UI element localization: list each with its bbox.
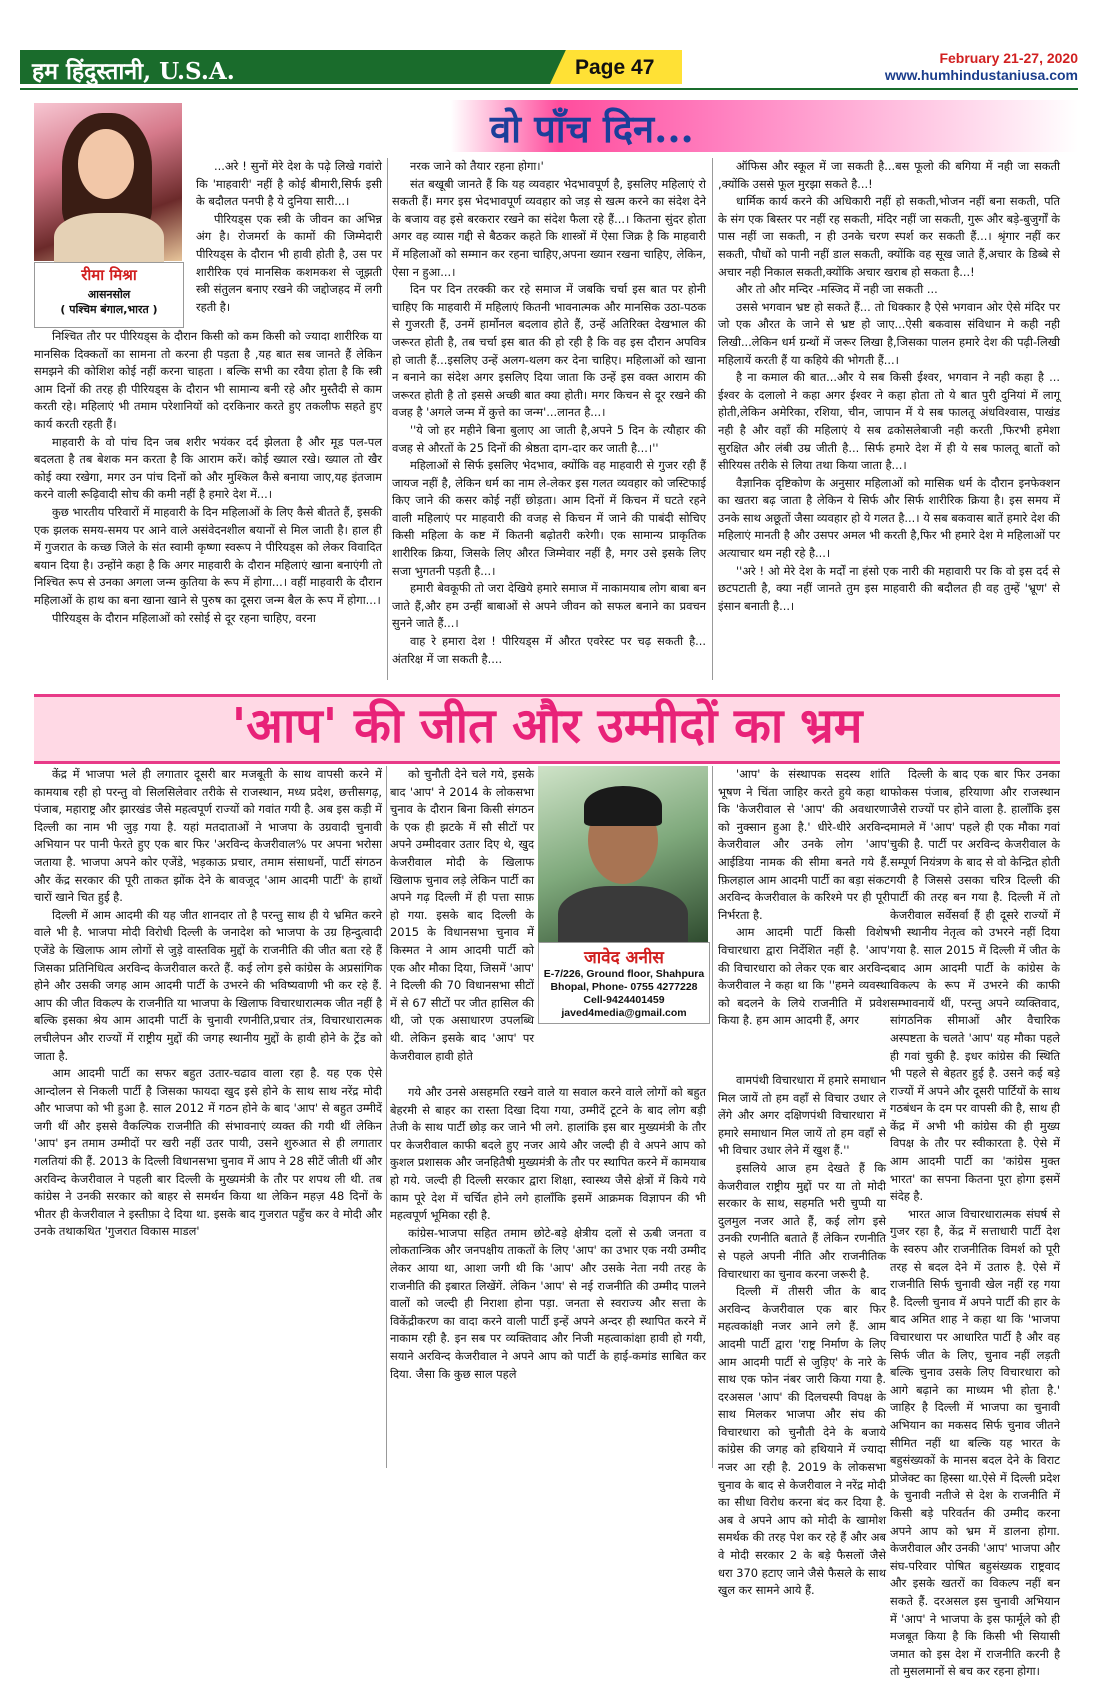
paragraph: ऑफिस और स्कूल में जा सकती है...बस फूलो की बगिया में नही जा सकती ,क्योंकि उससे फूल मुरझा सकते है...!: [718, 159, 1060, 191]
author2-cell: Cell-9424401459: [583, 994, 665, 1006]
paragraph: महिलाओं से सिर्फ इसलिए भेदभाव, क्योंकि वह माहवारी से गुजर रही हैं जायज नहीं है, लेकिन धर्म का नाम ले-लेकर इस गलत व्यवहार को जस्टिफाई किए जाने की कसर कोई नहीं छोड़ता। आम दिनों में किचन में घटते रहने वाली महिलाएं पर माहवारी की वजह से किचन में जाने की पाबंदी सोचिए किसी महिला के कष्ट में कितनी बढ़ोतरी करेगी। एक सामान्य प्राकृतिक शारीरिक क्रिया, जिसके लिए औरत जिम्मेवार नहीं है, मगर उसे इसके लिए सजा भुगतनी पड़ती है...।: [392, 458, 706, 578]
paragraph: वाह रे हमारा देश ! पीरियड्स में औरत एवरेस्ट पर चढ़ सकती है... अंतरिक्ष में जा सकती है....: [392, 634, 706, 666]
paragraph: धार्मिक कार्य करने की अधिकारी नहीं हो सकती,भोजन नहीं बना सकती, पति के संग एक बिस्तर पर नहीं रह सकती, मंदिर नहीं जा सकती, गुरू और बड़े-बुजुर्गों के पास नहीं जा सकती, न ही उनके चरण स्पर्श कर सकती हैं...। श्रृंगार नहीं कर सकती, पौधों को पानी नहीं डाल सकती, क्योंकि वह सूख जाते हैं,अचार के डिब्बे से अचार नही निकाल सकती,क्योंकि अचार खराब हो सकता है...!: [718, 194, 1060, 279]
paragraph: उससे भगवान भ्रष्ट हो सकते हैं... तो धिक्कार है ऐसे भगवान ओर ऐसे मंदिर पर जो एक औरत के जाने से भ्रष्ट हो जाए...ऐसी बकवास संविधान मे कही नही लिखी...लेकिन धर्म ग्रन्थों में जरूर लिखा है,जिसका पालन हमारे देश की पढ़ी-लिखी महिलायें करती हैं या कहिये की भोगती हैं...।: [718, 299, 1060, 367]
paragraph: दिल्ली के बाद एक बार फिर उनका फोकस पंजाब, हरियाणा और राजस्थान जैसे राज्यों पर होने वाला है. हालाँकि इस मामले में 'आप' पहले ही एक मौका गवां चुकी है. पार्टी पर अरविन्द केजरीवाल के सम्पूर्ण नियंत्रण के बाद से वो केन्द्रित होती गयी है जिससे उसका चरित्र दिल्ली की पार्टी की तरह बन गया है. दिल्ली में तो केजरीवाल सर्वेसर्वा हैं ही दूसरे राज्यों में भी स्थानीय नेतृत्व को उभरने नहीं दिया गया है. साल 2015 में दिल्ली में जीत के बाद आम आदमी पार्टी के कांग्रेस के विकल्प के रूप में उभरने की काफी सम्भावनायें थीं, परन्तु अपने व्यक्तिवाद, सांगठनिक सीमाओं और वैचारिक अस्पष्टता के चलते 'आप' यह मौका पहले ही गवां चुकी है. इधर कांग्रेस की स्थिति भी पहले से बेहतर हुई है. उसने कई बड़े राज्यों में अपने और दूसरी पार्टियों के साथ गठबंधन के दम पर वापसी की है, साथ ही केंद्र में अभी भी कांग्रेस की ही मुख्य विपक्ष के तौर पर स्वीकारता है. ऐसे में आम आदमी पार्टी का 'कांग्रेस मुक्त भारत' का सपना कितना पूरा होगा इसमें संदेह है.: [890, 767, 1060, 1204]
article2-title: 'आप' की जीत और उम्मीदों का भ्रम: [231, 698, 863, 754]
column-divider: [387, 158, 388, 680]
article1-column-1a: [196, 158, 382, 326]
paragraph: दिल्ली में आम आदमी की यह जीत शानदार तो है परन्तु साथ ही ये भ्रमित करने वाले भी है. भाजपा मोदी विरोधी दिल्ली के जनादेश को भाजपा के उग्र हिन्दुत्वादी एजेंडे के खिलाफ आम लोगों से जुड़े वास्तविक मुद्दों के राजनीति की जीत बता रहे हैं जिसका प्रतिनिधित्व अरविन्द केजरीवाल करते हैं. कई लोग इसे कांग्रेस के अप्रसांगिक होने और उसकी जगह आम आदमी पार्टी के उभरने की भविष्यवाणी भी कर रहे हैं. आप की जीत विकल्प के राजनीति या भाजपा के खिलाफ विचारधारात्मक जीत नहीं है बल्कि इसका श्रेय आम आदमी पार्टी के चुनावी रणनीति,प्रचार तंत्र, विचारधारात्मक लचीलेपन और राज्यों में राष्ट्रीय मुद्दों की जगह स्थानीय मुद्दों के हावी होने के ट्रेंड को जाता है.: [34, 907, 382, 1063]
paragraph: कुछ भारतीय परिवारों में माहवारी के दिन महिलाओं के लिए कैसे बीतते हैं, इसकी एक झलक समय-समय पर आने वाले असंवेदनशील बयानों से मिल जाती है। हाल ही में गुजरात के कच्छ जिले के संत स्वामी कृष्णा स्वरूप ने पीरियड्स को लेकर विवादित बयान दिया है। उन्होंने कहा है कि अगर माहवारी के दौरान महिलाएं खाना बनाएंगी तो निश्चित रूप से उनका अगला जन्म कुतिया के रूप में होगा...। वहीं माहवारी के दौरान महिलाओं के हाथ का बना खाना खाने से पुरुष का दूसरा जन्म बैल के रूप में होगा...।: [34, 504, 382, 607]
author2-photo-hair: [584, 786, 662, 826]
paragraph: है ना कमाल की बात...और ये सब किसी ईश्वर, भगवान ने नही कहा है ... ईश्वर के दलालो ने कहा अगर ईश्वर ने कहा होता तो ये बात पुरी दुनियां में लागू होती,लेकिन अमेरिका, रशिया, चीन, जापान में ये सब फालतू अंधविश्वास, पाखंड नही है और वहाँ की महिलाएं ये सब ढकोसलेबाजी नही करती ,फिरभी हमेशा सुरक्षित और लंबी उम्र जीती है... सिर्फ हमारे देश में ही ये सब फालतू बातों को सीरियस तरीके से लिया तथा किया जाता है...।: [718, 370, 1060, 473]
header-rule: [20, 88, 1078, 90]
author1-state: ( पश्चिम बंगाल,भारत ): [60, 303, 158, 316]
paragraph: को चुनौती देने चले गये, इसके बाद 'आप' ने 2014 के लोकसभा चुनाव के दौरान बिना किसी संगठन के एक ही झटके में सौ सीटों पर अपने उम्मीदवार उतार दिए थे, खुद केजरीवाल मोदी के खिलाफ खिलाफ चुनाव लड़े लेकिन पार्टी का अपने गढ़ दिल्ली में ही पत्ता साफ़ हो गया. इसके बाद दिल्ली के 2015 के विधानसभा चुनाव में किस्मत ने आम आदमी पार्टी को एक और मौका दिया, जिसमें 'आप' ने दिल्ली की 70 विधानसभा सीटों में से 67 सीटों पर जीत हासिल की थी, जो एक असाधारण उपलब्धि थी. लेकिन इसके बाद 'आप' पर केजरीवाल हावी होते: [390, 767, 534, 1063]
page-header: [20, 50, 1078, 86]
article2-column-4: [890, 766, 1061, 1679]
column-divider: [386, 766, 387, 1468]
paragraph: गये और उनसे असहमति रखने वाले या सवाल करने वाले लोगों को बहुत बेहरमी से बाहर का रास्ता दिखा दिया गया, उम्मीदें टूटने के बाद लोग बड़ी तेजी के साथ पार्टी छोड़ कर जाने भी लगे. हालांकि इस बार मुख्यमंत्री के तौर पर केजरीवाल काफी बदले हुए नजर आये और जल्दी ही वे अपने आप को कुशल प्रशासक और जनहितैषी मुख्यमंत्री के तौर पर स्थापित करने में कामयाब हो गये. जल्दी ही दिल्ली सरकार द्वारा शिक्षा, स्वास्थ्य जैसे क्षेत्रों में किये गये काम पूरे देश में चर्चित होने लगे हालाँकि इसमें आक्रमक विज्ञापन की भी महत्वपूर्ण भूमिका रही है.: [390, 1085, 706, 1223]
paragraph: माहवारी के वो पांच दिन जब शरीर भयंकर दर्द झेलता है और मूड पल-पल बदलता है तब बेशक मन करता है कि आराम करें। कोई ख्याल रखे। ख्याल तो खैर कोई क्या रखेगा, मगर उन पांच दिनों को और मुश्किल कैसे बनाया जाए,यह इंतजाम करने वाली रूढ़िवादी सोच की कमी नहीं है हमारे देश में...।: [34, 434, 382, 502]
article2-column-2b: [390, 1084, 706, 1470]
paragraph: निश्चित तौर पर पीरियड्स के दौरान किसी को कम किसी को ज्यादा शारीरिक या मानसिक दिक्कतों का सामना तो करना ही पड़ता है ,यह बात सब जानते हैं लेकिन समझने की कोशिश कोई नहीं करना चाहता । बल्कि सभी का रवैया होता है कि स्त्री आम दिनों की तरह ही पीरियड्स के दौरान भी सामान्य बनी रहे और मुस्तैदी से काम करती रहे। महिलाएं भी तमाम परेशानियों को दरकिनार करते हुए तकलीफ सहते हुए कार्य करती रहती हैं।: [34, 329, 382, 431]
paragraph: भारत आज विचारधारात्मक संघर्ष से गुजर रहा है, केंद्र में सत्ताधारी पार्टी देश के स्वरुप और राजनीतिक विमर्श को पूरी तरह से बदल देने में उतारु है. ऐसे में राजनीति सिर्फ चुनावी खेल नहीं रह गया है. दिल्ली चुनाव में अपने पार्टी की हार के बाद अमित शाह ने कहा था कि 'भाजपा विचारधारा पर आधारित पार्टी है और वह सिर्फ जीत के लिए, चुनाव नहीं लड़ती बल्कि चुनाव उसके लिए विचारधारा को आगे बढ़ाने का माध्यम भी होता है.' जाहिर है दिल्ली में भाजपा का चुनावी अभियान का मकसद सिर्फ चुनाव जीतने सीमित नहीं था बल्कि यह भारत के बहुसंख्यकों के मानस बदल देने के विराट प्रोजेक्ट का हिस्सा था.ऐसे में दिल्ली प्रदेश के चुनावी नतीजे से देश के राजनीति में किसी बड़े परिवर्तन की उम्मीद करना अपने आप को भ्रम में डालना होगा. केजरीवाल और उनकी 'आप' भाजपा और संघ-परिवार पोषित बहुसंख्यक राष्ट्रवाद और इसके खतरों का विकल्प नहीं बन सकते हैं. दरअसल इस चुनावी अभियान में 'आप' ने भाजपा के इस फार्मूले को ही मजबूत किया है कि किसी भी सियासी जमात को इस देश में राजनीति करनी है तो मुसलमानों से बच कर रहना होगा।: [890, 1206, 1061, 1679]
paragraph: कांग्रेस-भाजपा सहित तमाम छोटे-बड़े क्षेत्रीय दलों से ऊबी जनता व लोकतान्त्रिक और जनपक्षीय ताकतों के लिए 'आप' का उभार एक नयी उम्मीद लेकर आया था, आशा जगी थी कि 'आप' और उसके नेता नयी तरह के राजनीति की इबारत लिखेंगें. लेकिन 'आप' से नई राजनीति की उम्मीद पालने वालों को जल्दी ही निराशा होना पड़ा. जनता से स्वराज्य और सत्ता के विकेंद्रीकरण का वादा करने वाली पार्टी इन्हें अपने अन्दर ही स्थापित करने में नाकाम रही है. इन सब पर व्यक्तिवाद और निजी महत्वाकांक्षा हावी हो गयी, सयाने अरविन्द केजरीवाल ने अपने आप को पार्टी के हाई-कमांड साबित कर दिया. जैसा कि कुछ साल पहले: [390, 1225, 706, 1381]
article1-column-1b: [34, 328, 382, 680]
quote: ''ये जो हर महीने बिना बुलाए आ जाती है,अपने 5 दिन के त्यौहार की वजह से औरतों के 25 दिनों की श्रेष्ठता दाग-दार कर जाती है...।'': [392, 422, 706, 455]
article2-column-3a: [718, 766, 890, 1072]
paragraph: हमारी बेवकूफी तो जरा देखिये हमारे समाज में नाकामयाब लोग बाबा बन जाते हैं,और हम उन्हीं बाबाओं से अपने जीवन को सफल बनाने का प्रवचन सुनने जाते हैं...।: [392, 581, 706, 631]
column-divider: [712, 766, 713, 1468]
author2-byline: [538, 942, 710, 1024]
paragraph: केंद्र में भाजपा भले ही लगातार दूसरी बार मजबूती के साथ वापसी करने में कामयाब रही हो परन्तु वो सिलसिलेवार तरीके से राजस्थान, मध्य प्रदेश, छत्तीसगढ़, पंजाब, महाराष्ट्र और झारखंड जैसे महत्वपूर्ण राज्यों को गवांत गयी है. अब इस कड़ी में दिल्ली का नाम भी जुड़ गया है. यहां मतदाताओं ने भाजपा के उग्रवादी चुनावी अभियान पर पानी फेरते हुए एक बार फिर 'अरविन्द केजरीवाल% पर अपना भरोसा जताया है. भाजपा अपने कोर एजेंडे, भड़काऊ प्रचार, तमाम संसाधनों, पार्टी संगठन और केंद्र सरकार की पूरी ताकत झोंक देने के बावजूद 'आम आदमी पार्टी' के हाथों चारों खाने चित हुई है.: [34, 767, 382, 905]
website-link[interactable]: www.humhindustaniusa.com: [884, 67, 1078, 83]
article1-column-2: [392, 158, 706, 680]
article2-column-3b: [718, 1072, 886, 1598]
page-number: Page 47: [575, 56, 655, 79]
paragraph: दिन पर दिन तरक्की कर रहे समाज में जबकि चर्चा इस बात पर होनी चाहिए कि माहवारी में महिलाएं कितनी भावनात्मक और मानसिक उठा-पठक से गुजरती हैं, उनमें हार्मोनल बदलाव होते हैं, उन्हें अतिरिक्त देखभाल की जरूरत होती है, तब चर्चा इस बात की हो रही है कि वह इस दौरान अपवित्र हो जाती हैं...इसलिए उन्हें अलग-थलग कर देना चाहिए। महिलाओं को खाना न बनाने का संदेश अगर इसलिए दिया जाता कि उन्हें इस वक्त आराम की जरूरत होती है तो इससे अच्छी बात क्या होती। मगर किचन से दूर रखने की वजह है 'अगले जन्म में कुत्ते का जन्म'...लानत है...।: [392, 282, 706, 420]
author1-photo-face: [78, 129, 134, 199]
paragraph: पीरियड्स एक स्त्री के जीवन का अभिन्न अंग है। रोजमर्रा के कामों की जिम्मेदारी पीरियड्स के दौरान भी हावी होती है, उस पर शारीरिक एवं मानसिक कशमकश से जूझती स्त्री संतुलन बनाए रखने की जद्दोजहद में लगी रहती है।: [196, 211, 382, 314]
author1-name: रीमा मिश्रा: [81, 266, 137, 284]
article1-column-3: [718, 158, 1060, 680]
paragraph: इसलिये आज हम देखते हैं कि केजरीवाल राष्ट्रीय मुद्दों पर या तो मोदी सरकार के साथ, सहमति भरी चुप्पी या दुलमुल नजर आते हैं, कई लोग इसे उनकी रणनीति बताते हैं लेकिन रणनीति से पहले अपनी नीति और राजनीतिक विचारधारा का चुनाव करना जरूरी है.: [718, 1160, 886, 1281]
author2-name: जावेद अनीस: [584, 948, 664, 968]
quote: ''अरे ! ओ मेरे देश के मर्दों ना हंसो एक नारी की महावारी पर कि वो इस दर्द से छटपटाती है, क्या नहीं जानते तुम इस माहवारी की बदौलत ही वह तुम्हें 'भ्रूण' से इंसान बनाती है...।: [718, 563, 1060, 613]
column-divider: [712, 158, 713, 680]
paragraph: नरक जाने को तैयार रहना होगा।': [410, 159, 544, 173]
author2-email[interactable]: javed4media@gmail.com: [561, 1007, 687, 1019]
paragraph: वामपंथी विचारधारा में हमारे समाधान मिल जायें तो हम वहाँ से विचार उधार ले लेंगे और अगर दक्षिणपंथी विचारधारा में हमारे समाधान मिल जायें तो हम वहाँ से भी विचार उधार लेने में खुश हैं.'': [718, 1073, 886, 1158]
paragraph: वैज्ञानिक दृष्टिकोण के अनुसार महिलाओं को मासिक धर्म के दौरान इनफेक्शन का खतरा बढ़ जाता है लेकिन ये सिर्फ और सिर्फ शारीरिक क्रिया है। इस समय में उनके साथ अछूतों जैसा व्यवहार हो ये गलत है...। ये सब बकवास बातें हमारे देश की महिलाएं मानती है और उसपर अमल भी करती है,फिर भी हमारे देश मे महिलाओं पर अत्याचार थम नही रहे है...।: [718, 475, 1060, 561]
article2-column-1: [34, 766, 382, 1468]
author2-address: E-7/226, Ground floor, Shahpura: [543, 968, 705, 980]
author1-byline: [34, 262, 184, 328]
paragraph: आम आदमी पार्टी का सफर बहुत उतार-चढाव वाला रहा है. यह एक ऐसे आन्दोलन से निकली पार्टी है जिसका फायदा खुद इसे होने के साथ साथ नरेंद्र मोदी और भाजपा को भी हुआ है. साल 2012 में गठन होने के बाद 'आप' से बहुत उम्मीदें जगी थीं और इससे वैकल्पिक राजनीति की संभावनाएं व्यक्त की गयी थीं लेकिन 'आप' इन तमाम उम्मीदों पर खरी नहीं उतर पायी, उसने शुरुआत से ही लगातार गलतियां की हैं. 2013 के दिल्ली विधानसभा चुनाव में आप ने 28 सीटें जीती थीं और अरविन्द केजरीवाल ने पहली बार दिल्ली के मुख्यमंत्री के तौर पर शपथ ली थी. तब कांग्रेस ने उनकी सरकार को बाहर से समर्थन किया था लेकिन महज़ 48 दिनों के भीतर ही केजरीवाल ने इस्तीफ़ा दे दिया था. इसके बाद गुजरात पहुँच कर वे मोदी और उनके तथाकथित 'गुजरात विकास माडल': [34, 1066, 382, 1239]
article2-column-2a: [390, 766, 534, 1084]
paragraph: और तो और मन्दिर -मस्जिद में नही जा सकती ...: [736, 282, 938, 297]
author1-photo: [34, 103, 182, 261]
article1-title: वो पाँच दिन...: [490, 106, 694, 151]
masthead-title: हम हिंदुस्तानी, U.S.A.: [32, 58, 235, 85]
paragraph: आम आदमी पार्टी किसी विशेष विचारधारा द्वारा निर्देशित नहीं है. 'आप' की विचारधारा को लेकर एक बार अरविन्द केजरीवाल ने कहा था कि ''हमने व्यवस्था को बदलने के लिये राजनीति में प्रवेश किया है. हम आम आदमी हैं, अगर: [718, 925, 890, 1028]
paragraph: ...अरे ! सुनों मेरे देश के पढ़े लिखे गवांरो कि 'माहवारी' नहीं है कोई बीमारी,सिर्फ इसी के बदौलत पनपी है ये दुनिया सारी...।: [196, 159, 382, 209]
author1-city: आसनसोल: [87, 288, 131, 301]
paragraph: संत बखूबी जानते हैं कि यह व्यवहार भेदभावपूर्ण है, इसलिए महिलाएं रो सकती हैं। मगर इस भेदभावपूर्ण व्यवहार को जड़ से खत्म करने का संदेश देने के बजाय वह इसे बरकरार रखने का संदेश फैला रहे हैं...। कितना सुंदर होता अगर वह व्यास गद्दी से बैठकर कहते कि शास्त्रों में ऐसा जिक्र है कि माहवारी में महिलाओं को सम्मान कर रहना चाहिए,अपना ख्यान रखना चाहिए, लेकिन, ऐसा न हुआ...।: [392, 176, 706, 279]
paragraph: पीरियड्स के दौरान महिलाओं को रसोई से दूर रहना चाहिए, वरना: [52, 610, 316, 625]
author2-city-phone: Bhopal, Phone- 0755 4277228: [550, 981, 698, 993]
issue-date: February 21-27, 2020: [939, 50, 1078, 66]
author2-photo: [538, 766, 708, 942]
paragraph: 'आप' के संस्थापक सदस्य शांति भूषण ने चिंता जाहिर करते हुये कहा था कि 'केजरीवाल से 'आप' की अवधारणा को नुक्सान हुआ है.' धीरे-धीरे अरविन्द केजरीवाल और उनके लोग 'आप' आईडिया नामक की सीमा बनते गये हैं. फ़िलहाल आम आदमी पार्टी का बड़ा संकट अरविन्द केजरीवाल के करिश्मे पर ही पूरी निर्भरता है.: [718, 767, 890, 922]
paragraph: दिल्ली में तीसरी जीत के बाद अरविन्द केजरीवाल एक बार फिर महत्वकांक्षी नजर आने लगे हैं. आम आदमी पार्टी द्वारा 'राष्ट्र निर्माण के लिए आम आदमी पार्टी से जुड़िए' के नारे के साथ एक फोन नंबर जारी किया गया है. दरअसल 'आप' की दिलचस्पी विपक्ष के साथ मिलकर भाजपा और संघ की विचारधारा को चुनौती देने के बजाये कांग्रेस की जगह को हथियाने में ज्यादा नजर आ रही है. 2019 के लोकसभा चुनाव के बाद से केजरीवाल ने नरेंद्र मोदी का सीधा विरोध करना बंद कर दिया है. अब वे अपने आप को मोदी के खामोश समर्थक की तरह पेश कर रहे हैं और अब वे मोदी सरकार 2 के बड़े फैसलों जैसे धरा 370 हटाए जाने जैसे फैसले के साथ खुल कर सामने आये हैं.: [718, 1284, 886, 1598]
